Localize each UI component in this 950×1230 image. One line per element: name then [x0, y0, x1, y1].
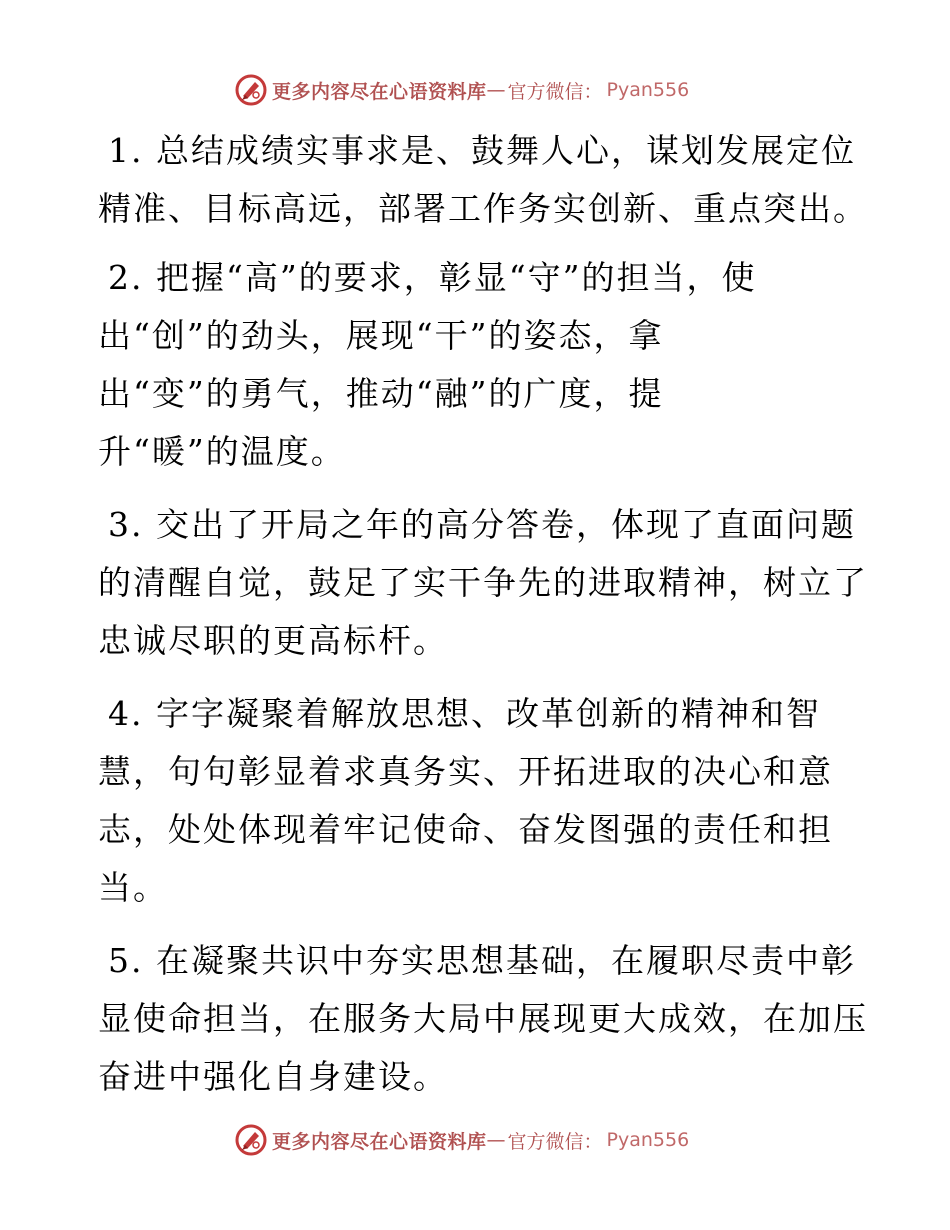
paragraph-line: 1. 总结成绩实事求是、鼓舞人心，谋划发展定位 — [108, 131, 856, 170]
header-wechat-id: Pyan556 — [606, 79, 690, 101]
paragraph-1 — [98, 122, 868, 238]
paragraph-4 — [98, 685, 858, 917]
paragraph-line: 奋进中强化自身建设。 — [98, 1057, 448, 1096]
paragraph-2 — [98, 249, 858, 481]
paragraph-line: 显使命担当，在服务大局中展现更大成效，在加压 — [98, 999, 868, 1038]
paragraph-line: 忠诚尽职的更高标杆。 — [98, 621, 448, 660]
footer-banner-separator: — — [486, 1129, 506, 1151]
header-watermark-banner — [234, 72, 689, 108]
paragraph-line: 志，处处体现着牢记使命、奋发图强的责任和担 — [98, 810, 833, 849]
paragraph-line: 出“变”的勇气，推动“融”的广度，提 — [98, 374, 664, 413]
footer-watermark-banner — [234, 1122, 689, 1158]
paragraph-line: 精准、目标高远，部署工作务实创新、重点突出。 — [98, 189, 868, 228]
paragraph-line: 的清醒自觉，鼓足了实干争先的进取精神，树立了 — [98, 563, 868, 602]
paragraph-line: 升“暖”的温度。 — [98, 432, 346, 471]
document-body — [98, 122, 868, 1106]
paragraph-line: 4. 字字凝聚着解放思想、改革创新的精神和智 — [108, 694, 821, 733]
footer-wechat-id: Pyan556 — [606, 1129, 690, 1151]
paragraph-line: 3. 交出了开局之年的高分答卷，体现了直面问题 — [108, 505, 856, 544]
paragraph-line: 当。 — [98, 868, 168, 907]
brand-logo-icon — [234, 1123, 268, 1157]
footer-banner-text: 更多内容尽在心语资料库 — [272, 1130, 487, 1153]
paragraph-3 — [98, 496, 868, 670]
paragraph-line: 2. 把握“高”的要求，彰显“守”的担当，使 — [108, 258, 757, 297]
paragraph-line: 慧，句句彰显着求真务实、开拓进取的决心和意 — [98, 752, 833, 791]
brand-logo-icon — [234, 73, 268, 107]
paragraph-line: 5. 在凝聚共识中夯实思想基础，在履职尽责中彰 — [108, 941, 856, 980]
footer-wechat-label: 官方微信： — [507, 1130, 603, 1153]
header-banner-text: 更多内容尽在心语资料库 — [272, 80, 487, 103]
header-banner-separator: — — [486, 79, 506, 101]
header-wechat-label: 官方微信： — [507, 80, 603, 103]
paragraph-line: 出“创”的劲头，展现“干”的姿态，拿 — [98, 316, 664, 355]
paragraph-5 — [98, 932, 868, 1106]
